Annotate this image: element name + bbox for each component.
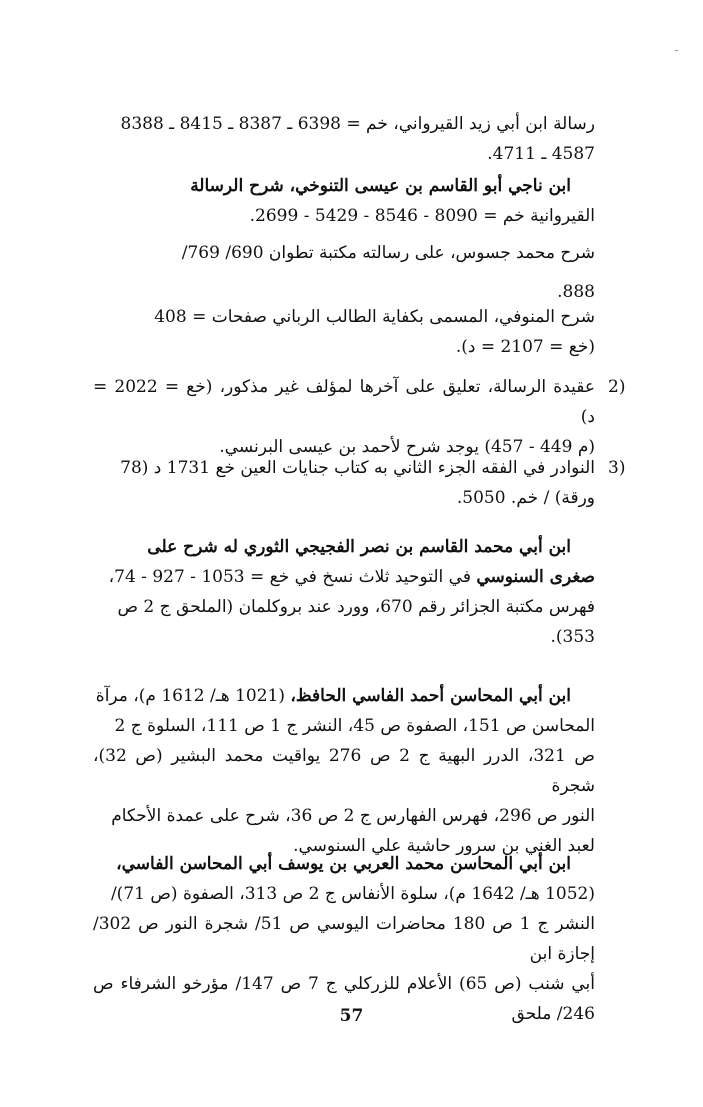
text-line: أبي شنب (ص 65) الأعلام للزركلي ج 7 ص 147/ مؤرخو الشرفاء ص 246/ ملحق [93, 974, 595, 1024]
text-line: 4587 ـ 4711. [487, 144, 595, 164]
entry-risala [108, 109, 595, 169]
entry-fajiji-cont [93, 562, 595, 652]
item-number: 3) [608, 458, 626, 478]
item-number: 2) [608, 377, 626, 397]
text-line: عقيدة الرسالة، تعليق على آخرها لمؤلف غير مذكور، (خع = 2022 = د) [93, 377, 595, 427]
bold-title: صغرى السنوسي [476, 567, 595, 587]
text-line: (1052 هـ/ 1642 م)، سلوة الأنفاس ج 2 ص 313، الصفوة (ص 71)/ [110, 884, 595, 904]
entry-jassus [108, 238, 595, 307]
text-line: القيروانية خم = 8090 - 8546 - 5429 - 2699. [249, 206, 595, 226]
text-line: 888. [557, 282, 595, 302]
entry-ibn-naji-cont [108, 201, 595, 231]
text-line: (م 449 - 457) يوجد شرح لأحمد بن عيسى البرنسي. [219, 437, 595, 457]
text-line: ابن أبي المحاسن محمد العربي بن يوسف أبي المحاسن الفاسي، [116, 854, 571, 874]
text-line: رسالة ابن أبي زيد القيرواني، خم = 6398 ـ 8387 ـ 8415 ـ 8388 [120, 114, 595, 134]
text-run: في التوحيد ثلاث نسخ في خع = 1053 - 927 - 74، [108, 567, 477, 587]
text-line: (خع = 2107 = د). [455, 337, 595, 357]
entry-abu-mahasin-muhammad [93, 849, 571, 879]
text-line: ابن ناجي أبو القاسم بن عيسى التنوخي، شرح الرسالة [190, 176, 571, 196]
text-line: ابن أبي محمد القاسم بن نصر الفجيجي الثوري له شرح على [147, 537, 571, 557]
entry-aqida [93, 372, 595, 462]
text-run: (1021 هـ/ 1612 م)، مرآة [95, 686, 291, 706]
page-number: 57 [339, 1006, 364, 1026]
text-line [93, 681, 571, 711]
entry-abu-mahasin-ahmad-cont [93, 711, 595, 861]
text-line [93, 562, 595, 592]
text-line: 353). [550, 627, 595, 647]
text-line: شرح محمد جسوس، على رسالته مكتبة تطوان 690/ 769/ [181, 243, 595, 263]
text-line: لعبد الغني بن سرور حاشية علي السنوسي. [293, 836, 595, 856]
entry-nawadir [93, 453, 595, 513]
text-line: النوادر في الفقه الجزء الثاني به كتاب جنايات العين خع 1731 د (78 [120, 458, 595, 478]
text-line: النشر ج 1 ص 180 محاضرات اليوسي ص 51/ شجرة النور ص 302/ إجازة ابن [93, 914, 595, 964]
entry-manufi [108, 302, 595, 362]
corner-mark [675, 50, 678, 51]
text-line: المحاسن ص 151، الصفوة ص 45، النشر ج 1 ص 111، السلوة ج 2 [114, 716, 595, 736]
entry-abu-mahasin-ahmad [93, 681, 571, 711]
text-line: ص 321، الدرر البهية ج 2 ص 276 يواقيت محمد البشير (ص 32)، شجرة [93, 746, 595, 796]
entry-ibn-naji [108, 171, 571, 201]
text-line: ورقة) / خم. 5050. [456, 488, 595, 508]
entry-fajiji [93, 532, 571, 562]
text-line: فهرس مكتبة الجزائر رقم 670، وورد عند بروكلمان (الملحق ج 2 ص [117, 597, 595, 617]
bold-title: ابن أبي المحاسن أحمد الفاسي الحافظ، [290, 686, 571, 706]
text-line: النور ص 296، فهرس الفهارس ج 2 ص 36، شرح على عمدة الأحكام [111, 806, 595, 826]
text-line: شرح المنوفي، المسمى بكفاية الطالب الرباني صفحات = 408 [154, 307, 595, 327]
